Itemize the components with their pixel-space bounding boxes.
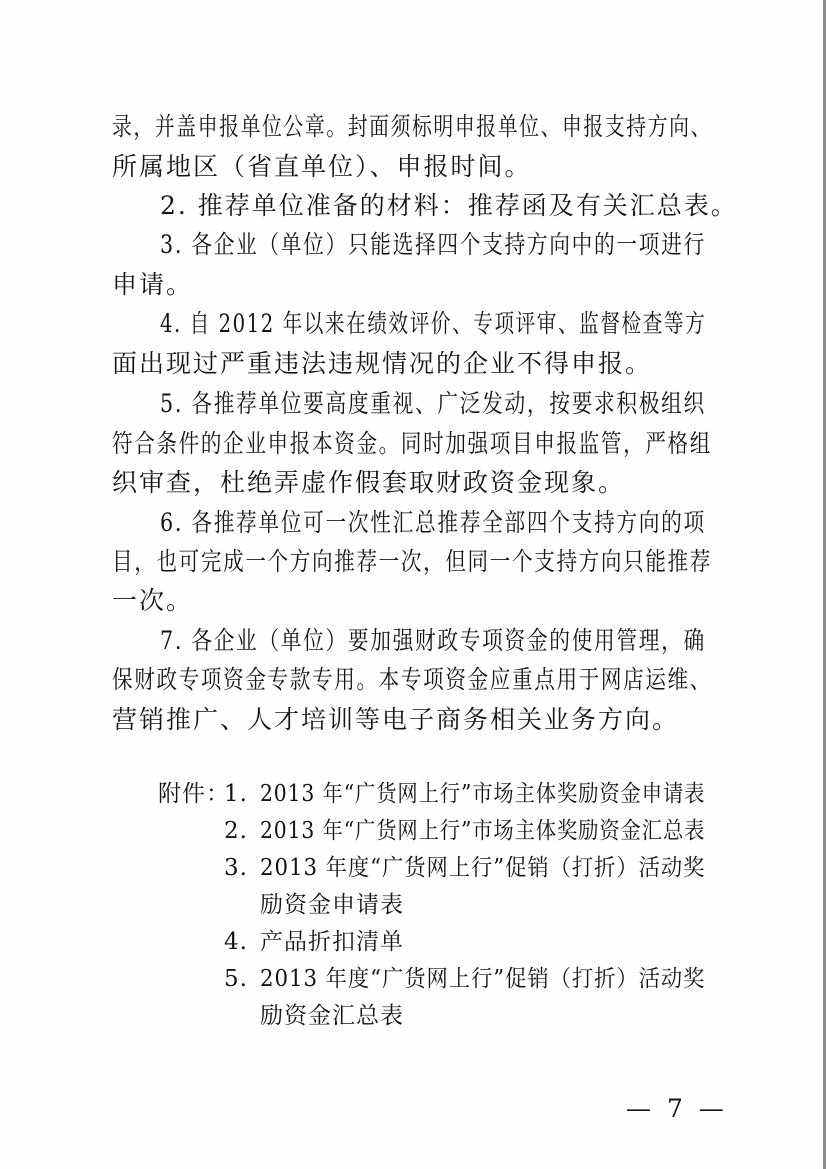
body-line: 面出现过严重违法违规情况的企业不得申报。 <box>112 349 653 378</box>
attachment-title-continued: 励资金汇总表 <box>260 1003 404 1029</box>
body-line: 织审查，杜绝弄虚作假套取财政资金现象。 <box>112 468 626 497</box>
attachment-title: 2013 年度“广货网上行”促销（打折）活动奖 <box>260 966 706 992</box>
body-line: 2. 推荐单位准备的材料：推荐函及有关汇总表。 <box>160 191 738 220</box>
attachment-number: 5. <box>224 966 248 992</box>
attachment-number: 4. <box>224 929 248 955</box>
attachment-title: 产品折扣清单 <box>260 929 404 955</box>
body-line: 所属地区（省直单位）、申报时间。 <box>112 152 532 181</box>
attachment-number: 3. <box>224 855 248 881</box>
body-line: 保财政专项资金专款专用。本专项资金应重点用于网店运维、 <box>112 665 713 694</box>
body-line: 录，并盖申报单位公章。封面须标明申报单位、申报支持方向、 <box>112 112 713 141</box>
attachment-title: 2013 年“广货网上行”市场主体奖励资金申请表 <box>260 781 706 807</box>
body-line: 营销推广、人才培训等电子商务相关业务方向。 <box>112 705 680 734</box>
attachment-title-continued: 励资金申请表 <box>260 892 404 918</box>
body-line: 目，也可完成一个方向推荐一次，但同一个支持方向只能推荐 <box>112 547 713 576</box>
page-number: — 7 — <box>626 1094 728 1123</box>
body-line: 7. 各企业（单位）要加强财政专项资金的使用管理，确 <box>160 626 706 655</box>
body-line: 一次。 <box>112 586 194 615</box>
attachment-title: 2013 年“广货网上行”市场主体奖励资金汇总表 <box>260 818 706 844</box>
attachment-number: 1. <box>224 781 248 807</box>
attachments-label: 附件： <box>158 781 230 807</box>
body-line: 申请。 <box>112 270 194 299</box>
attachment-title: 2013 年度“广货网上行”促销（打折）活动奖 <box>260 855 706 881</box>
attachment-number: 2. <box>224 818 248 844</box>
body-line: 5. 各推荐单位要高度重视、广泛发动，按要求积极组织 <box>160 389 706 418</box>
body-line: 6. 各推荐单位可一次性汇总推荐全部四个支持方向的项 <box>160 508 706 537</box>
body-line: 3. 各企业（单位）只能选择四个支持方向中的一项进行 <box>160 230 706 259</box>
body-line: 符合条件的企业申报本资金。同时加强项目申报监管，严格组 <box>112 429 713 458</box>
body-line: 4. 自 2012 年以来在绩效评价、专项评审、监督检查等方 <box>160 309 707 338</box>
